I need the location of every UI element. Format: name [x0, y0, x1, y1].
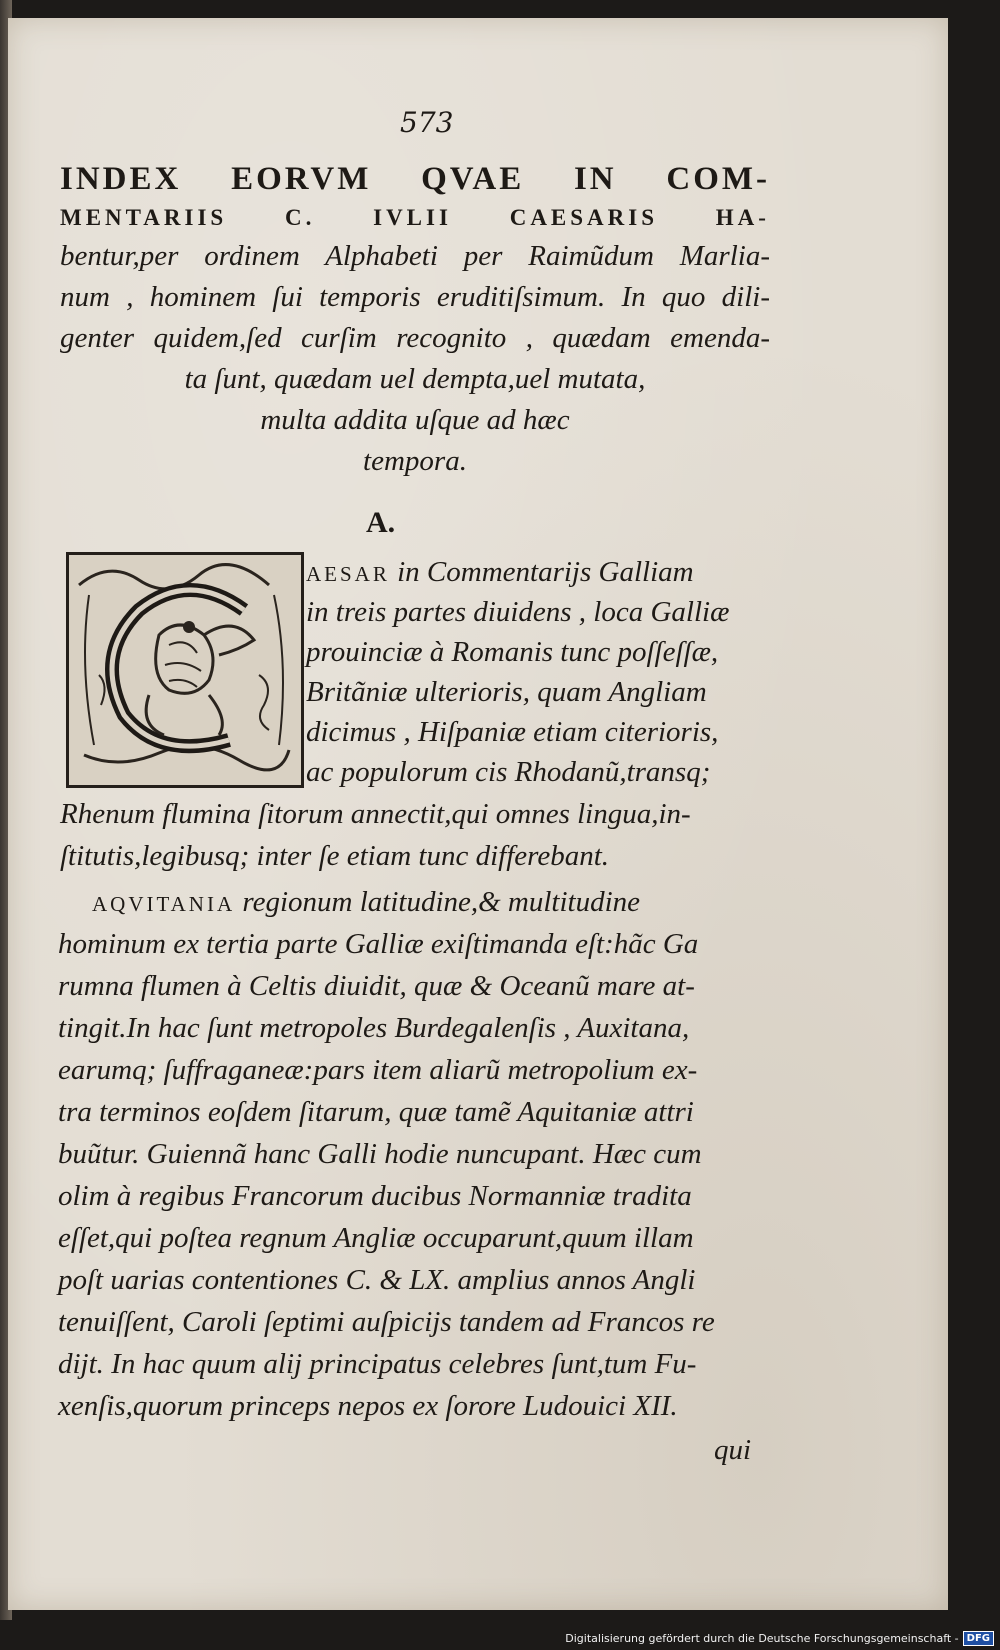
title-italic-line: num , hominem ſui temporis eruditiſsimum. In quo dili-	[60, 281, 770, 313]
body-line: tenuiſſent, Caroli ſeptimi auſpicijs tandem ad Francos re	[58, 1306, 715, 1338]
body-line: xenſis,quorum princeps nepos ex ſorore Ludouici XII.	[58, 1390, 678, 1422]
title-word: C.	[284, 205, 316, 230]
title-word: COM-	[666, 161, 770, 197]
title-line-2	[60, 200, 770, 236]
small-caps-word: AESAR	[306, 562, 390, 586]
title-italic-line: genter quidem,ſed curſim recognito , quædam emenda-	[60, 322, 770, 354]
title-italic-line: tempora.	[363, 445, 467, 477]
title-italic-line: bentur,per ordinem Alphabeti per Raimũdum Marlia-	[60, 240, 770, 272]
title-word: EORVM	[231, 161, 372, 197]
body-line-text: regionum latitudine,& multitudine	[235, 886, 641, 918]
title-word: CAESARIS	[509, 205, 659, 230]
title-line-1	[60, 158, 770, 200]
body-line: dijt. In hac quum alij principatus celebres ſunt,tum Fu-	[58, 1348, 697, 1380]
body-line: in treis partes diuidens , loca Galliæ	[306, 596, 730, 628]
section-heading: A.	[366, 506, 396, 539]
decorated-initial-c-icon	[66, 552, 304, 788]
body-line: eſſet,qui poſtea regnum Angliæ occuparunt,quum illam	[58, 1222, 694, 1254]
body-line: dicimus , Hiſpaniæ etiam citerioris,	[306, 716, 719, 748]
title-word: IN	[573, 161, 617, 197]
index-title	[60, 158, 770, 482]
catchword: qui	[714, 1434, 752, 1466]
title-word: MENTARIIS	[60, 205, 228, 230]
woodcut-initial-graphic	[69, 555, 301, 785]
small-caps-word: AQVITANIA	[92, 892, 236, 916]
dfg-logo-icon: DFG	[963, 1631, 994, 1646]
digitization-credit	[565, 1631, 994, 1646]
body-line: hominum ex tertia parte Galliæ exiſtimanda eſt:hãc Ga	[58, 928, 699, 960]
title-italic-line: multa addita uſque ad hæc	[260, 404, 570, 436]
title-word: HA-	[715, 205, 770, 230]
body-line	[306, 558, 694, 587]
title-word: INDEX	[60, 161, 182, 197]
body-line-text: in Commentarijs Galliam	[389, 556, 694, 588]
title-italic-line: ta ſunt, quædam uel dempta,uel mutata,	[184, 363, 646, 395]
body-line: earumq; ſuffraganeæ:pars item aliarũ metropolium ex-	[58, 1054, 698, 1086]
body-line: olim à regibus Francorum ducibus Normanniæ tradita	[58, 1180, 692, 1212]
body-line: poſt uarias contentiones C. & LX. amplius annos Angli	[58, 1264, 696, 1296]
credit-text: Digitalisierung gefördert durch die Deutsche Forschungsgemeinschaft -	[565, 1632, 959, 1645]
body-line: Rhenum flumina ſitorum annectit,qui omnes lingua,in-	[60, 798, 691, 830]
body-line: ſtitutis,legibusq; inter ſe etiam tunc differebant.	[60, 840, 610, 872]
body-line: tra terminos eoſdem ſitarum, quæ tamẽ Aquitaniæ attri	[58, 1096, 694, 1128]
body-line: tingit.In hac ſunt metropoles Burdegalenſis , Auxitana,	[58, 1012, 690, 1044]
body-line: rumna flumen à Celtis diuidit, quæ & Oceanũ mare at-	[58, 970, 695, 1002]
title-word: IVLII	[373, 205, 452, 230]
book-page	[8, 18, 948, 1610]
body-line: prouinciæ à Romanis tunc poſſeſſæ,	[306, 636, 719, 668]
page-number: 573	[400, 106, 454, 139]
title-word: QVAE	[421, 161, 525, 197]
body-line	[92, 888, 640, 917]
body-line: Britãniæ ulterioris, quam Angliam	[306, 676, 707, 708]
body-line: ac populorum cis Rhodanũ,transq;	[306, 756, 711, 788]
body-line: buũtur. Guiennã hanc Galli hodie nuncupant. Hæc cum	[58, 1138, 702, 1170]
